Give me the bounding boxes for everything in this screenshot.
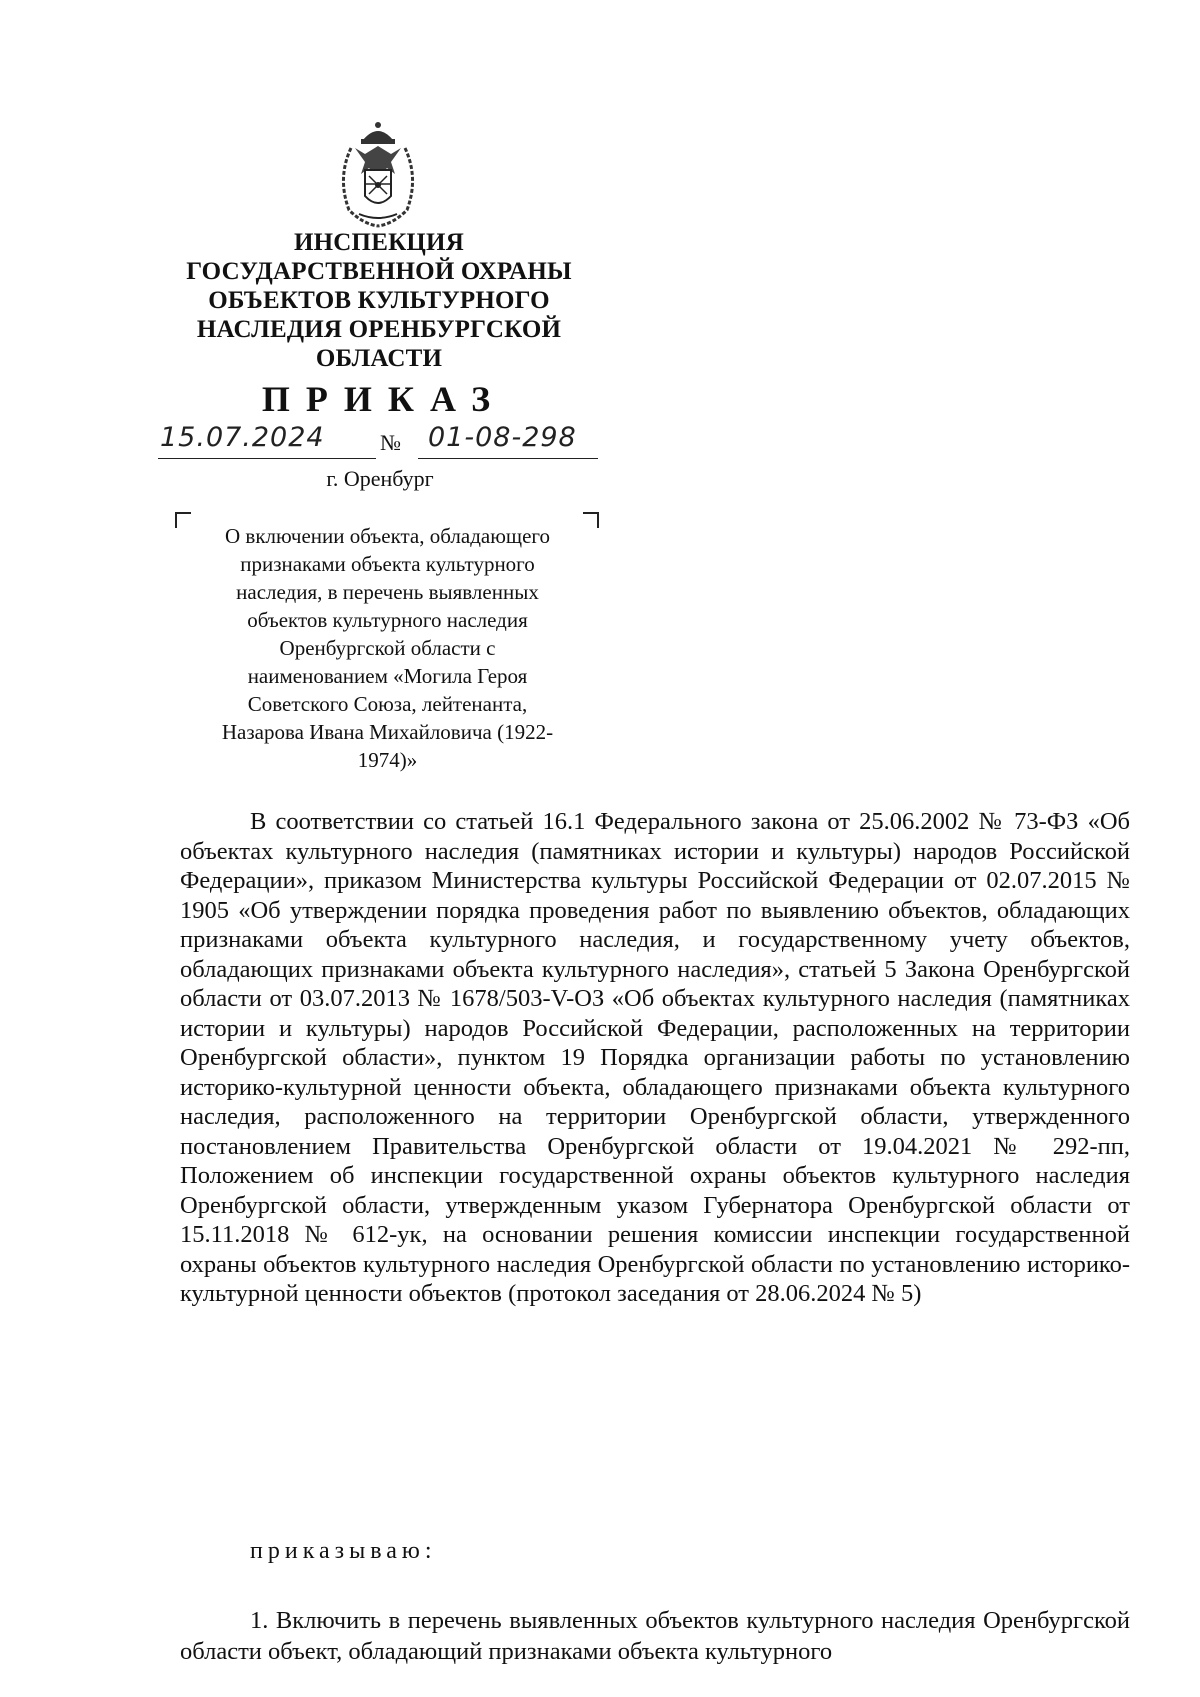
header-line: ГОСУДАРСТВЕННОЙ ОХРАНЫ <box>186 258 572 285</box>
subject-line: наименованием «Могила Героя <box>247 664 528 688</box>
date-underline <box>158 458 376 459</box>
preamble-paragraph <box>180 807 1130 1309</box>
header-line: ИНСПЕКЦИЯ <box>294 229 464 256</box>
subject-line: Советского Союза, лейтенанта, <box>247 692 528 716</box>
subject-line: 1974)» <box>357 748 418 772</box>
directive-word: приказываю: <box>250 1538 437 1564</box>
date-number-row <box>158 422 603 462</box>
document-type-title: ПРИКАЗ <box>261 379 507 419</box>
header-line: ОБЛАСТИ <box>315 345 443 372</box>
order-item-1-text: 1. Включить в перечень выявленных объектов культурного наследия Оренбургской области объект, обладающий признаками объекта культурного <box>180 1607 1130 1665</box>
order-date: 15.07.2024 <box>160 422 325 453</box>
preamble-text: В соответствии со статьей 16.1 Федерального закона от 25.06.2002 № 73-ФЗ «Об объектах культурного наследия (памятниках истории и культуры) народов Российской Федерации», приказом Министерства культуры Российской Федерации от 02.07.2015 № 1905 «Об утверждении порядка проведения работ по выявлению объектов, обладающих признаками объекта культурного наследия, и государственному учету объектов, обладающих признаками объекта культурного наследия», статьей 5 Закона Оренбургской области от 03.07.2013 № 1678/503-V-ОЗ «Об объектах культурного наследия (памятниках истории и культуры) народов Российской Федерации, расположенных на территории Оренбургской области», пунктом 19 Порядка организации работы по установлению историко-культурной ценности объекта, обладающего признаками объекта культурного наследия, расположенного на территории Оренбургской области, утвержденного постановлением Правительства Оренбургской области от 19.04.2021 № 292-пп, Положением об инспекции государственной охраны объектов культурного наследия Оренбургской области, утвержденным указом Губернатора Оренбургской области от 15.11.2018 № 612-ук, на основании решения комиссии инспекции государственной охраны объектов культурного наследия Оренбургской области по установлению историко-культурной ценности объектов (протокол заседания от 28.06.2024 № 5) <box>180 808 1130 1307</box>
subject-line: О включении объекта, обладающего <box>224 524 550 548</box>
subject-line: признаками объекта культурного <box>240 552 535 576</box>
city: г. Оренбург <box>326 466 434 491</box>
number-underline <box>418 458 598 459</box>
header-line: НАСЛЕДИЯ ОРЕНБУРГСКОЙ <box>196 316 562 343</box>
order-item-1 <box>180 1605 1130 1667</box>
subject-line: наследия, в перечень выявленных <box>236 580 539 604</box>
order-subject <box>180 522 595 774</box>
subject-line: объектов культурного наследия <box>247 608 528 632</box>
header-line: ОБЪЕКТОВ КУЛЬТУРНОГО <box>208 287 550 314</box>
number-sign: № <box>380 430 401 455</box>
subject-line: Оренбургской области с <box>279 636 496 660</box>
order-number: 01-08-298 <box>428 422 577 453</box>
coat-of-arms-icon <box>333 118 423 230</box>
issuer-header <box>180 228 578 373</box>
subject-line: Назарова Ивана Михайловича (1922- <box>221 720 554 744</box>
